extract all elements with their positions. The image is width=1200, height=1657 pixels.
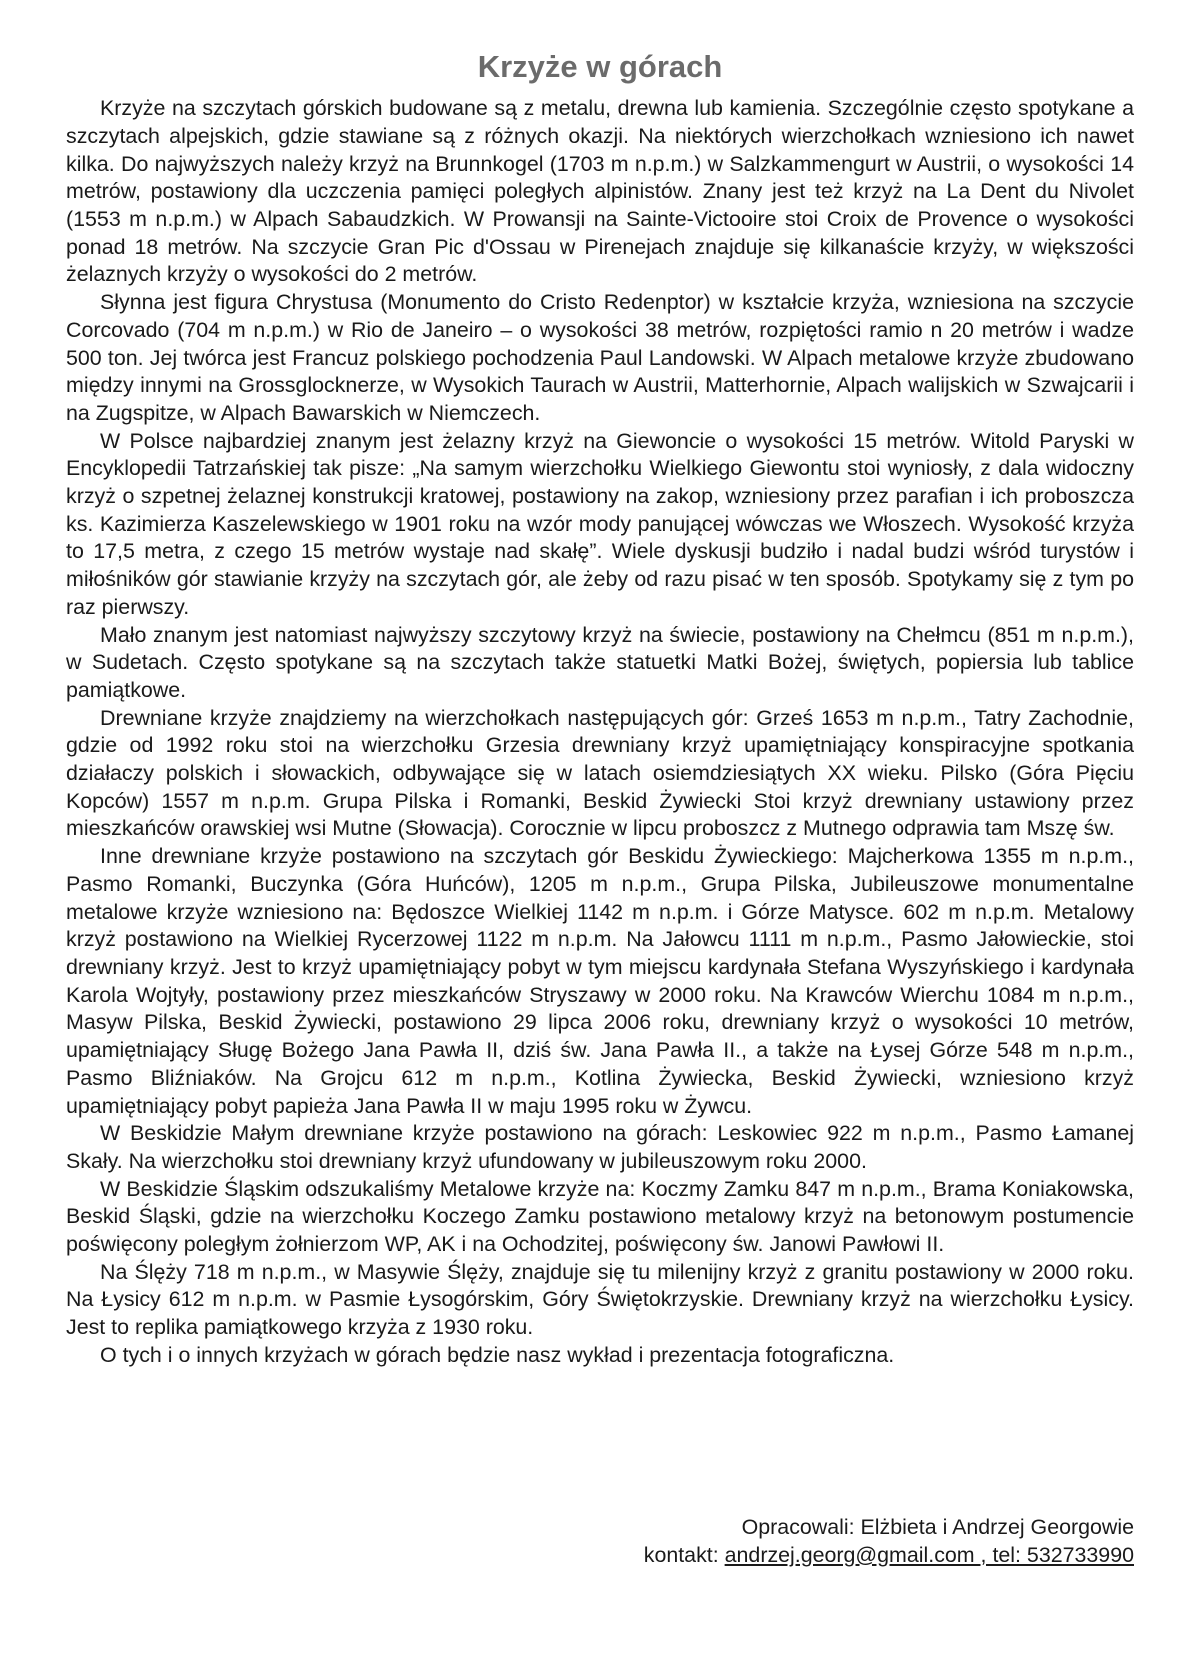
paragraph: Mało znanym jest natomiast najwyższy szczytowy krzyż na świecie, postawiony na Chełmcu (851 m n.p.m.), w Sudetach. Często spotykane są na szczytach także statuetki Matki Bożej, świętych, popiersia lub tablice pamiątkowe. bbox=[66, 622, 1134, 702]
contact-line bbox=[644, 1542, 1134, 1570]
paragraph: W Polsce najbardziej znanym jest żelazny krzyż na Giewoncie o wysokości 15 metrów. Witold Paryski w Encyklopedii Tatrzańskiej tak pisze: „Na samym wierzchołku Wielkiego Giewontu stoi wyniosły, z dala widoczny krzyż o szpetnej żelaznej konstrukcji kratowej, postawiony na zakop, wzniesiony przez parafian i ich proboszcza ks. Kazimierza Kaszelewskiego w 1901 roku na wzór mody panującej wówczas we Włoszech. Wysokość krzyża to 17,5 metra, z czego 15 metrów wystaje nad skałę”. Wiele dyskusji budziło i nadal budzi wśród turystów i miłośników gór stawianie krzyży na szczytach gór, ale żeby od razu pisać w ten sposób. Spotykamy się z tym po raz pierwszy. bbox=[66, 428, 1134, 619]
paragraph: Na Ślęży 718 m n.p.m., w Masywie Ślęży, znajduje się tu milenijny krzyż z granitu postawiony w 2000 roku. Na Łysicy 612 m n.p.m. w Pasmie Łysogórskim, Góry Świętokrzyskie. Drewniany krzyż na wierzchołku Łysicy. Jest to replika pamiątkowego krzyża z 1930 roku. bbox=[66, 1259, 1134, 1340]
page-title: Krzyże w górach bbox=[477, 49, 723, 84]
paragraph: Drewniane krzyże znajdziemy na wierzchołkach następujących gór: Grześ 1653 m n.p.m., Tatry Zachodnie, gdzie od 1992 roku stoi na wierzchołku Grzesia drewniany krzyż upamiętniający konspiracyjne spotkania działaczy polskich i słowackich, odbywające się w latach osiemdziesiątych XX wieku. Pilsko (Góra Pięciu Kopców) 1557 m n.p.m. Grupa Pilska i Romanki, Beskid Żywiecki Stoi krzyż drewniany ustawiony przez mieszkańców orawskiej wsi Mutne (Słowacja). Corocznie w lipcu proboszcz z Mutnego odprawia tam Mszę św. bbox=[66, 705, 1134, 841]
paragraph: W Beskidzie Śląskim odszukaliśmy Metalowe krzyże na: Koczmy Zamku 847 m n.p.m., Brama Koniakowska, Beskid Śląski, gdzie na wierzchołku Koczego Zamku postawiono metalowy krzyż na betonowym postumencie poświęcony poległym żołnierzom WP, AK i na Ochodzitej, poświęcony św. Janowi Pawłowi II. bbox=[66, 1176, 1134, 1257]
footer bbox=[644, 1514, 1134, 1569]
paragraph: O tych i o innych krzyżach w górach będzie nasz wykład i prezentacja fotograficzna. bbox=[100, 1342, 895, 1367]
paragraph: W Beskidzie Małym drewniane krzyże postawiono na górach: Leskowiec 922 m n.p.m., Pasmo Łamanej Skały. Na wierzchołku stoi drewniany krzyż ufundowany w jubileuszowym roku 2000. bbox=[66, 1121, 1134, 1173]
paragraph: Krzyże na szczytach górskich budowane są z metalu, drewna lub kamienia. Szczególnie często spotykane a szczytach alpejskich, gdzie stawiane są z różnych okazji. Na niektórych wierzchołkach wzniesiono ich nawet kilka. Do najwyższych należy krzyż na Brunnkogel (1703 m n.p.m.) w Salzkammengurt w Austrii, o wysokości 14 metrów, postawiony dla uczczenia pamięci poległych alpinistów. Znany jest też krzyż na La Dent du Nivolet (1553 m n.p.m.) w Alpach Sabaudzkich. W Prowansji na Sainte-Victooire stoi Croix de Provence o wysokości ponad 18 metrów. Na szczycie Gran Pic d'Ossau w Pirenejach znajduje się kilkanaście krzyży, w większości żelaznych krzyży o wysokości do 2 metrów. bbox=[66, 96, 1134, 287]
contact-label: kontakt: bbox=[643, 1542, 719, 1567]
paragraph: Inne drewniane krzyże postawiono na szczytach gór Beskidu Żywieckiego: Majcherkowa 1355 m n.p.m., Pasmo Romanki, Buczynka (Góra Huńców), 1205 m n.p.m., Grupa Pilska, Jubileuszowe monumentalne metalowe krzyże wzniesiono na: Będoszce Wielkiej 1142 m n.p.m. i Górze Matysce. 602 m n.p.m. Metalowy krzyż postawiono na Wielkiej Rycerzowej 1122 m n.p.m. Na Jałowcu 1111 m n.p.m., Pasmo Jałowieckie, stoi drewniany krzyż. Jest to krzyż upamiętniający pobyt w tym miejscu kardynała Stefana Wyszyńskiego i kardynała Karola Wojtyły, postawiony przez mieszkańców Stryszawy w 2000 roku. Na Krawców Wierchu 1084 m n.p.m., Masyw Pilska, Beskid Żywiecki, postawiono 29 lipca 2006 roku, drewniany krzyż o wysokości 10 metrów, upamiętniający Sługę Bożego Jana Pawła II, dziś św. Jana Pawła II., a także na Łysej Górze 548 m n.p.m., Pasmo Bliźniaków. Na Grojcu 612 m n.p.m., Kotlina Żywiecka, Beskid Żywiecki, wzniesiono krzyż upamiętniający pobyt papieża Jana Pawła II w maju 1995 roku w Żywcu. bbox=[66, 844, 1134, 1118]
contact-link[interactable]: andrzej.georg@gmail.com , tel: 532733990 bbox=[724, 1542, 1134, 1567]
paragraph: Słynna jest figura Chrystusa (Monumento do Cristo Redenptor) w kształcie krzyża, wzniesiona na szczycie Corcovado (704 m n.p.m.) w Rio de Janeiro – o wysokości 38 metrów, rozpiętości ramio n 20 metrów i wadze 500 ton. Jej twórca jest Francuz polskiego pochodzenia Paul Landowski. W Alpach metalowe krzyże zbudowano między innymi na Grossglocknerze, w Wysokich Taurach w Austrii, Matterhornie, Alpach walijskich w Szwajcarii i na Zugspitze, w Alpach Bawarskich w Niemczech. bbox=[66, 290, 1134, 425]
authors-line: Opracowali: Elżbieta i Andrzej Georgowie bbox=[741, 1515, 1134, 1539]
article-body bbox=[66, 95, 1134, 1369]
document-page bbox=[66, 48, 1134, 1370]
